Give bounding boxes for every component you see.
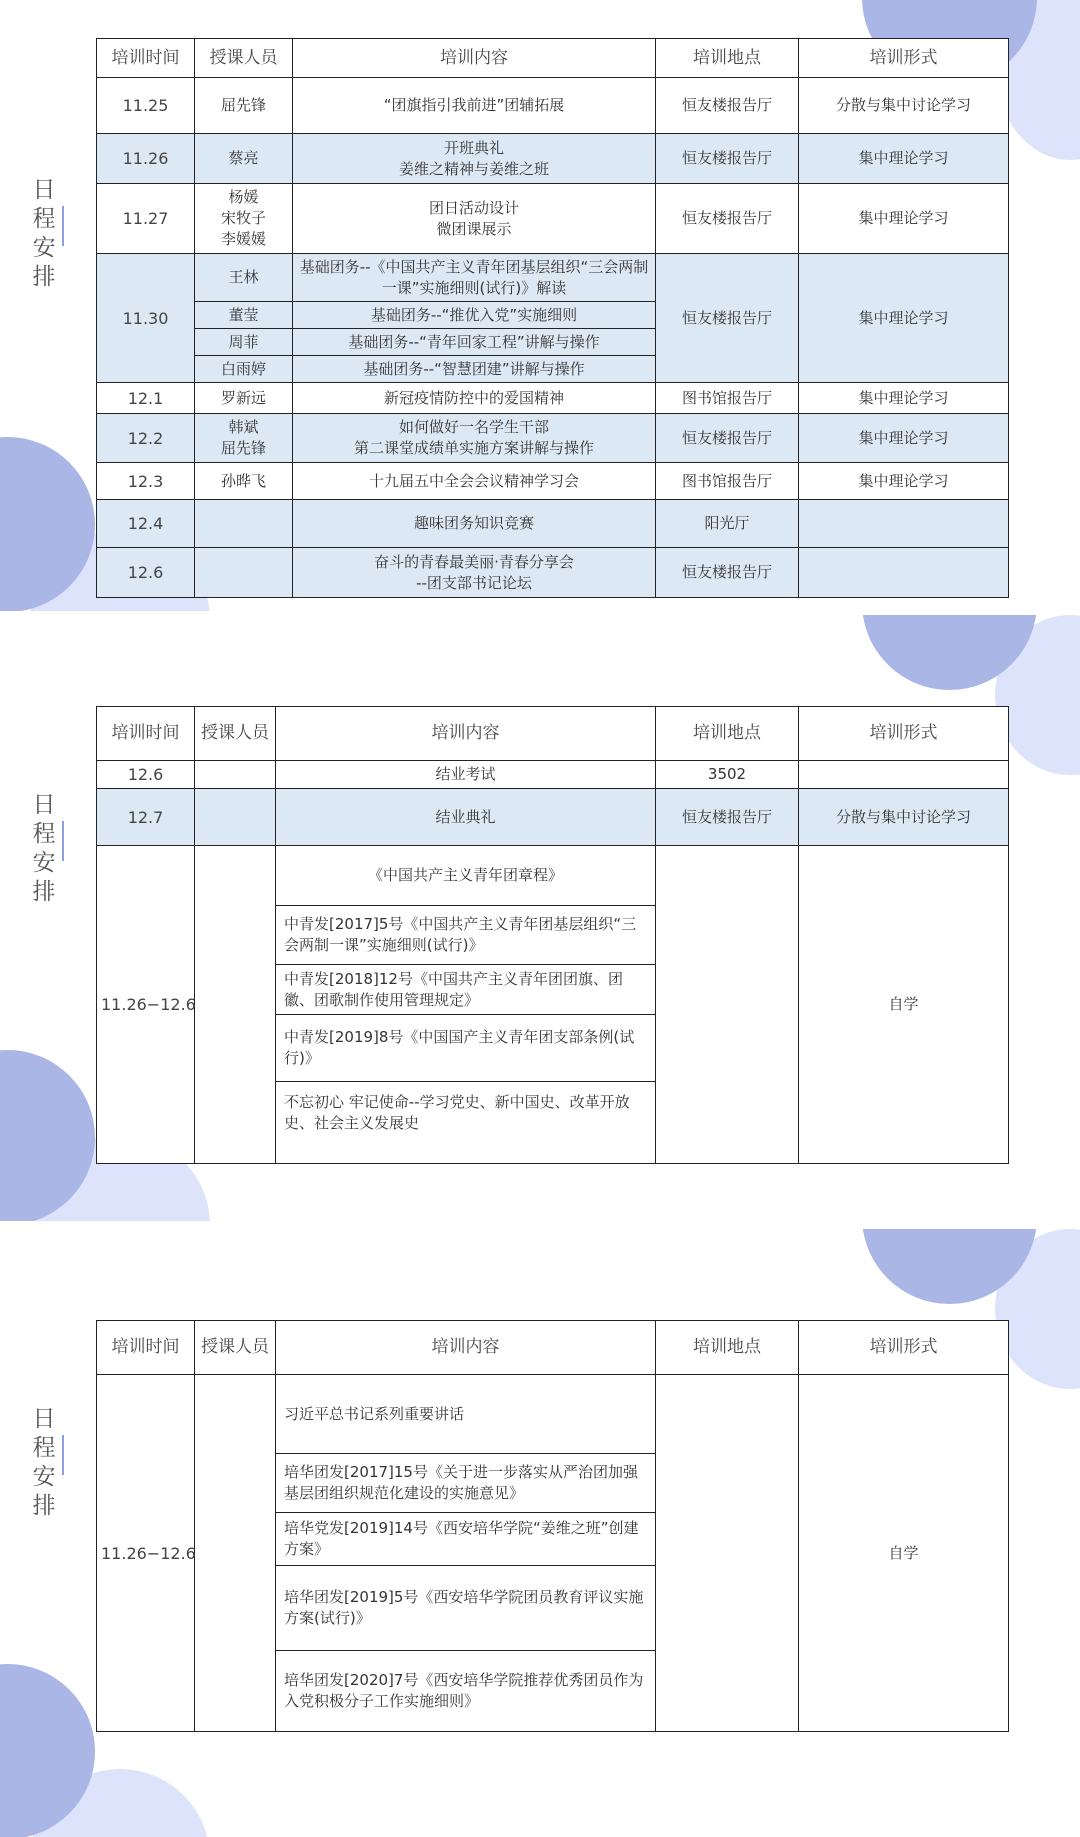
content-line: 如何做好一名学生干部 [398,418,549,436]
content-line: --团支部书记论坛 [416,573,532,592]
cell-teacher: 王林 [195,254,293,302]
cell-content: 趣味团务知识竞赛 [293,500,656,548]
content-line: 开班典礼 [443,138,504,157]
cell-teacher [195,184,293,254]
side-char: 排 [32,879,56,905]
cell-time: 11.26−12.6 [97,1375,195,1732]
cell-content: 培华团发[2020]7号《西安培华学院推荐优秀团员作为入党积极分子工作实施细则》 [276,1651,656,1732]
cell-teacher [195,761,276,789]
header-form: 培训形式 [799,39,1009,78]
table-row [97,184,1009,254]
cell-place: 恒友楼报告厅 [656,254,799,383]
teacher-line: 杨媛 [228,188,259,206]
cell-content [293,548,656,598]
side-char: 日 [32,792,56,818]
cell-time: 11.26−12.6 [97,846,195,1164]
table-header-row [97,1321,1009,1375]
header-place: 培训地点 [656,1321,799,1375]
cell-teacher [195,500,293,548]
cell-time: 12.6 [97,761,195,789]
side-bar [62,821,64,861]
cell-time: 12.2 [97,414,195,463]
table-row [97,761,1009,789]
content-line: 团日活动设计 [428,198,519,217]
cell-time: 11.30 [97,254,195,383]
cell-content: 《中国共产主义青年团章程》 [276,846,656,906]
cell-content: 培华团发[2019]5号《西安培华学院团员教育评议实施方案(试行)》 [276,1566,656,1651]
cell-content: 基础团务--“推优入党”实施细则 [293,302,656,329]
cell-content [293,134,656,184]
cell-content: 习近平总书记系列重要讲话 [276,1375,656,1454]
cell-form [799,548,1009,598]
cell-form: 集中理论学习 [799,184,1009,254]
cell-content: “团旗指引我前进”团辅拓展 [293,78,656,134]
side-char: 排 [32,264,56,290]
schedule-table-2 [96,706,1009,1164]
cell-place: 图书馆报告厅 [656,383,799,414]
content-line: 微团课展示 [436,219,512,238]
cell-place: 3502 [656,761,799,789]
table-row [97,1375,1009,1454]
slide-3 [0,1229,1080,1837]
cell-content: 基础团务--“智慧团建”讲解与操作 [293,356,656,383]
side-label [24,176,64,292]
cell-time: 11.27 [97,184,195,254]
side-char: 程 [32,206,56,232]
table-row [97,254,1009,302]
header-teacher-line: 授课人员 [201,723,269,743]
cell-content: 基础团务--《中国共产主义青年团基层组织“三会两制一课”实施细则(试行)》解读 [293,254,656,302]
slide-2 [0,615,1080,1221]
cell-time: 11.26 [97,134,195,184]
header-content: 培训内容 [293,39,656,78]
header-form: 培训形式 [799,1321,1009,1375]
cell-teacher: 白雨婷 [195,356,293,383]
table-row [97,846,1009,906]
cell-content [293,184,656,254]
table-row [97,78,1009,134]
cell-teacher: 周菲 [195,329,293,356]
cell-form: 分散与集中讨论学习 [799,789,1009,846]
side-char: 安 [32,1464,56,1490]
cell-teacher: 罗新远 [195,383,293,414]
content-line: 奋斗的青春最美丽·青春分享会 [374,552,574,571]
cell-form: 集中理论学习 [799,383,1009,414]
side-char: 程 [32,821,56,847]
cell-teacher: 屈先锋 [195,78,293,134]
content-line: 姜维之精神与姜维之班 [398,159,549,178]
cell-time: 12.3 [97,463,195,500]
side-char: 安 [32,850,56,876]
table-row [97,463,1009,500]
cell-teacher [195,1375,276,1732]
table-row [97,383,1009,414]
cell-place: 恒友楼报告厅 [656,134,799,184]
header-teacher: 授课人员 [195,39,293,78]
cell-place: 阳光厅 [656,500,799,548]
cell-content: 新冠疫情防控中的爱国精神 [293,383,656,414]
cell-content: 不忘初心 牢记使命--学习党史、新中国史、改革开放史、社会主义发展史 [276,1082,656,1164]
cell-time: 12.4 [97,500,195,548]
cell-form: 自学 [799,846,1009,1164]
side-label [24,1405,64,1521]
side-bar [62,206,64,246]
header-place: 培训地点 [656,707,799,761]
table-header-row [97,707,1009,761]
cell-place: 恒友楼报告厅 [656,184,799,254]
schedule-table-3 [96,1320,1009,1732]
cell-form [799,761,1009,789]
cell-content: 中青发[2019]8号《中国国产主义青年团支部条例(试行)》 [276,1015,656,1082]
cell-teacher: 蔡亮 [195,134,293,184]
table-row [97,414,1009,463]
cell-content: 中青发[2017]5号《中国共产主义青年团基层组织“三会两制一课”实施细则(试行)》 [276,906,656,965]
cell-content [293,414,656,463]
cell-form: 集中理论学习 [799,414,1009,463]
header-content: 培训内容 [276,707,656,761]
table-row [97,134,1009,184]
schedule-table-1 [96,38,1009,598]
teacher-line: 屈先锋 [220,439,266,457]
cell-form: 集中理论学习 [799,134,1009,184]
teacher-line: 李媛媛 [220,230,266,248]
header-time: 培训时间 [97,1321,195,1375]
table-row [97,789,1009,846]
cell-teacher [195,548,293,598]
cell-place: 恒友楼报告厅 [656,78,799,134]
side-char: 安 [32,235,56,261]
side-char: 排 [32,1493,56,1519]
cell-time: 12.7 [97,789,195,846]
header-place: 培训地点 [656,39,799,78]
header-teacher-line: 授课人员 [201,1337,269,1357]
cell-place: 恒友楼报告厅 [656,789,799,846]
side-char: 日 [32,1406,56,1432]
cell-place [656,846,799,1164]
cell-content: 结业考试 [276,761,656,789]
cell-form: 集中理论学习 [799,463,1009,500]
table-row [97,548,1009,598]
cell-teacher [195,414,293,463]
teacher-line: 宋牧子 [220,209,266,227]
side-char: 程 [32,1435,56,1461]
cell-time: 11.25 [97,78,195,134]
header-teacher [195,1321,276,1375]
cell-teacher: 孙晔飞 [195,463,293,500]
cell-place: 图书馆报告厅 [656,463,799,500]
cell-content: 培华党发[2019]14号《西安培华学院“姜维之班”创建方案》 [276,1513,656,1566]
cell-place: 恒友楼报告厅 [656,548,799,598]
cell-time: 12.6 [97,548,195,598]
cell-content: 十九届五中全会会议精神学习会 [293,463,656,500]
cell-content: 结业典礼 [276,789,656,846]
header-form: 培训形式 [799,707,1009,761]
cell-teacher [195,846,276,1164]
cell-form: 自学 [799,1375,1009,1732]
header-content: 培训内容 [276,1321,656,1375]
cell-form: 分散与集中讨论学习 [799,78,1009,134]
cell-content: 基础团务--“青年回家工程”讲解与操作 [293,329,656,356]
side-bar [62,1435,64,1475]
side-char: 日 [32,177,56,203]
header-time: 培训时间 [97,707,195,761]
cell-place [656,1375,799,1732]
cell-teacher: 董莹 [195,302,293,329]
cell-place: 恒友楼报告厅 [656,414,799,463]
slide-1 [0,0,1080,611]
cell-time: 12.1 [97,383,195,414]
cell-form [799,500,1009,548]
side-label [24,791,64,907]
table-header-row [97,39,1009,78]
header-time: 培训时间 [97,39,195,78]
content-line: 第二课堂成绩单实施方案讲解与操作 [353,439,594,457]
header-teacher [195,707,276,761]
cell-content: 培华团发[2017]15号《关于进一步落实从严治团加强基层团组织规范化建设的实施意见》 [276,1454,656,1513]
teacher-line: 韩斌 [228,418,259,436]
cell-form: 集中理论学习 [799,254,1009,383]
cell-content: 中青发[2018]12号《中国共产主义青年团团旗、团徽、团歌制作使用管理规定》 [276,965,656,1015]
table-row [97,500,1009,548]
cell-teacher [195,789,276,846]
